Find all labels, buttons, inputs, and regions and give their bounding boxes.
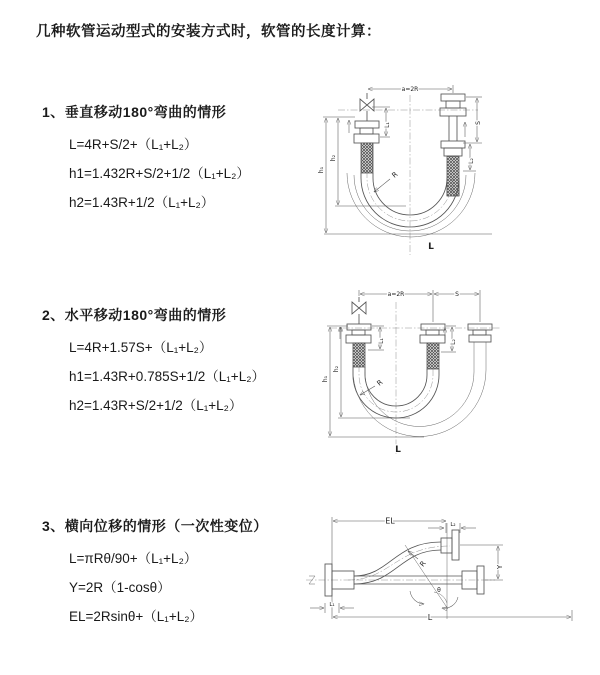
- dim-label-s: S: [455, 291, 459, 298]
- diagram-horizontal-180-bend: [312, 282, 597, 462]
- formula-line: h2=1.43R+1/2（L₁+L₂）: [69, 195, 215, 210]
- dim-label-l2: L₂: [450, 339, 457, 345]
- section-1-formulas: [69, 135, 342, 212]
- dim-label-h1: h₁: [318, 166, 325, 174]
- hose-u-bends: [353, 342, 486, 437]
- formula-line: EL=2Rsinθ+（L₁+L₂）: [69, 609, 203, 624]
- formula-line: h2=1.43R+S/2+1/2（L₁+L₂）: [69, 398, 243, 413]
- radius-label: R: [390, 170, 400, 180]
- dim-label-a2r: a=2R: [387, 291, 405, 298]
- formula-line: L=4R+S/2+（L₁+L₂）: [69, 137, 198, 152]
- dim-label-l1: L₁: [384, 122, 391, 128]
- left-pipe-fitting: [340, 297, 371, 343]
- diagram-vertical-180-bend: [310, 75, 580, 260]
- dim-label-el: EL: [385, 516, 395, 526]
- dim-label-h2: h₂: [330, 154, 337, 162]
- dimension-lines: [322, 290, 480, 455]
- formula-line: Y=2R（1-cosθ）: [69, 580, 171, 595]
- dim-label-a2r: a=2R: [401, 86, 419, 93]
- diagram-lateral-displacement: [300, 507, 595, 647]
- page-title: 几种软管运动型式的安装方式时，软管的长度计算：: [36, 24, 381, 40]
- braid-section: [361, 143, 373, 173]
- angle-annotation: [410, 587, 458, 608]
- section-lateral-displacement: [42, 516, 342, 636]
- valve-icon: [352, 302, 366, 314]
- dim-label-h1: h₁: [322, 375, 329, 383]
- valve-icon: [360, 99, 374, 111]
- braid-section: [427, 343, 439, 369]
- dim-label-y: Y: [496, 564, 504, 570]
- dim-label-h2: h₂: [333, 365, 340, 373]
- formula-line: h1=1.43R+0.785S+1/2（L₁+L₂）: [69, 369, 265, 384]
- section-vertical-movement: [42, 102, 342, 222]
- dim-label-l1: L₁: [378, 338, 385, 344]
- right-pipe-fitting: [440, 94, 466, 156]
- dim-label-l1: L₁: [329, 602, 335, 608]
- section-2-heading: 2、水平移动180°弯曲的情形: [42, 307, 227, 323]
- right-pipe-fitting: [468, 324, 492, 342]
- dim-label-s: S: [475, 121, 482, 125]
- section-1-heading: 1、垂直移动180°弯曲的情形: [42, 104, 227, 120]
- formula-line: L=4R+1.57S+（L₁+L₂）: [69, 340, 213, 355]
- section-horizontal-movement: [42, 305, 342, 425]
- dim-label-l2: L₂: [468, 158, 475, 164]
- length-label: L: [395, 445, 401, 455]
- braid-section: [447, 156, 459, 196]
- section-2-formulas: [69, 338, 342, 415]
- angle-label: θ: [437, 587, 441, 594]
- dimension-lines: [310, 517, 572, 623]
- hose-u-bend: [347, 143, 475, 237]
- centerlines: [330, 302, 500, 454]
- radius-label: R: [418, 559, 428, 569]
- left-pipe-fitting: [349, 93, 379, 143]
- middle-pipe-fitting: [420, 324, 445, 343]
- braid-section: [353, 343, 365, 367]
- dim-label-l2: L₂: [450, 522, 456, 528]
- formula-line: L=πRθ/90+（L₁+L₂）: [69, 551, 198, 566]
- radius-label: R: [375, 378, 385, 388]
- formula-line: h1=1.432R+S/2+1/2（L₁+L₂）: [69, 166, 250, 181]
- length-label: L: [427, 613, 433, 622]
- section-3-heading: 3、横向位移的情形（一次性变位）: [42, 518, 268, 534]
- length-label: L: [428, 242, 434, 252]
